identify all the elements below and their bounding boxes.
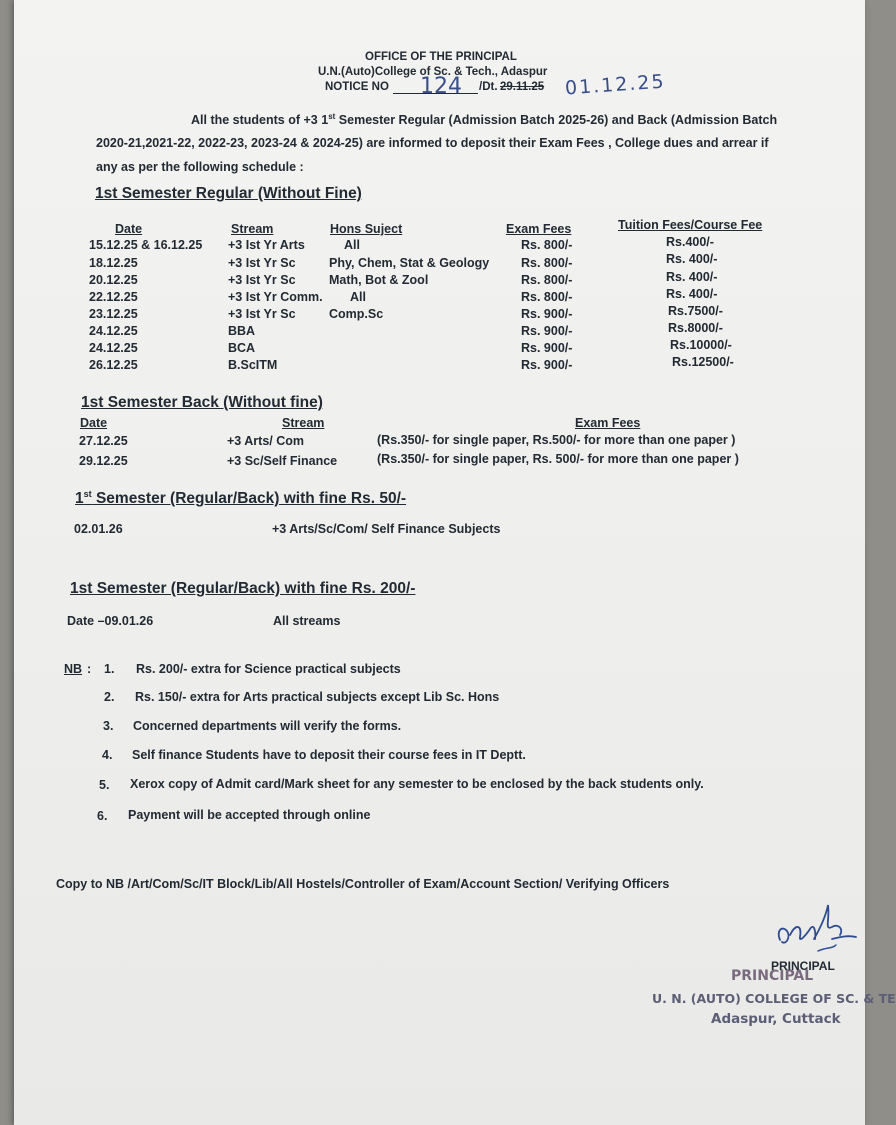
fine50-heading: 1st Semester (Regular/Back) with fine Rs. 50/-: [75, 489, 407, 508]
cell-hons: Math, Bot & Zool: [329, 273, 429, 287]
cell-exam-fee: Rs. 900/-: [521, 324, 573, 338]
cell-date: 15.12.25 & 16.12.25: [89, 238, 203, 252]
cell-exam-fee: Rs. 800/-: [521, 273, 573, 287]
fine200-date: Date –09.01.26: [67, 614, 154, 628]
date-struck: 29.11.25: [500, 81, 545, 93]
cell-tuition: Rs.7500/-: [668, 304, 723, 318]
nb-label: NB: [64, 662, 83, 676]
fine200-streams: All streams: [273, 614, 341, 628]
back-cell-stream: +3 Sc/Self Finance: [227, 454, 338, 468]
copy-to: Copy to NB /Art/Com/Sc/IT Block/Lib/All Hostels/Controller of Exam/Account Section/ Verifying Officers: [56, 877, 670, 891]
nb-item-number: 4.: [102, 748, 113, 762]
cell-stream: +3 Ist Yr Arts: [228, 238, 305, 252]
cell-date: 20.12.25: [89, 273, 138, 287]
nb-item-number: 1.: [104, 662, 115, 676]
stamp-college: U. N. (AUTO) COLLEGE OF SC. & TE: [652, 991, 896, 1006]
cell-tuition: Rs.8000/-: [668, 321, 723, 335]
cell-hons: All: [344, 238, 360, 252]
nb-item-text: Rs. 150/- extra for Arts practical subjects except Lib Sc. Hons: [135, 690, 500, 704]
nb-item-number: 2.: [104, 690, 115, 704]
nb-item-number: 6.: [97, 809, 108, 823]
back-cell-stream: +3 Arts/ Com: [227, 434, 304, 448]
cell-date: 18.12.25: [89, 256, 138, 270]
nb-item-text: Self finance Students have to deposit their course fees in IT Deptt.: [132, 748, 526, 762]
fine50-streams: +3 Arts/Sc/Com/ Self Finance Subjects: [272, 522, 501, 536]
cell-date: 24.12.25: [89, 341, 138, 355]
cell-stream: +3 Ist Yr Sc: [228, 273, 296, 287]
cell-tuition: Rs.400/-: [666, 235, 714, 249]
regular-heading: 1st Semester Regular (Without Fine): [95, 185, 362, 202]
col-hons: Hons Suject: [330, 222, 403, 236]
cell-tuition: Rs. 400/-: [666, 287, 718, 301]
notice-number-handwritten: 124: [420, 74, 462, 99]
cell-tuition: Rs. 400/-: [666, 252, 718, 266]
date-label: /Dt.: [479, 81, 498, 93]
nb-item-text: Rs. 200/- extra for Science practical subjects: [136, 662, 401, 676]
intro-line-1: All the students of +3 1st Semester Regular (Admission Batch 2025-26) and Back (Admission Batch: [191, 112, 778, 128]
cell-exam-fee: Rs. 900/-: [521, 358, 573, 372]
nb-item-text: Payment will be accepted through online: [128, 808, 371, 822]
cell-stream: +3 Ist Yr Comm.: [228, 290, 323, 304]
intro-line-2: 2020-21,2021-22, 2022-23, 2023-24 & 2024-25) are informed to deposit their Exam Fees , College dues and arrear if: [96, 136, 769, 150]
cell-stream: BBA: [228, 324, 256, 338]
back-heading: 1st Semester Back (Without fine): [81, 394, 323, 411]
cell-stream: +3 Ist Yr Sc: [228, 307, 296, 321]
nb-item-number: 3.: [103, 719, 114, 733]
back-col-date: Date: [80, 416, 108, 430]
stamp-place: Adaspur, Cuttack: [711, 1011, 841, 1027]
office-title: OFFICE OF THE PRINCIPAL: [365, 51, 517, 63]
back-cell-fees: (Rs.350/- for single paper, Rs. 500/- for more than one paper ): [377, 452, 739, 466]
nb-colon: :: [87, 662, 92, 676]
back-col-stream: Stream: [282, 416, 325, 430]
notice-number-label: NOTICE NO: [325, 81, 389, 93]
fine200-heading: 1st Semester (Regular/Back) with fine Rs. 200/-: [70, 580, 416, 597]
col-stream: Stream: [231, 222, 274, 236]
cell-date: 23.12.25: [89, 307, 138, 321]
cell-stream: BCA: [228, 341, 256, 355]
intro-line-3: any as per the following schedule :: [96, 160, 304, 174]
cell-hons: All: [350, 290, 366, 304]
cell-exam-fee: Rs. 800/-: [521, 238, 573, 252]
cell-date: 24.12.25: [89, 324, 138, 338]
cell-stream: +3 Ist Yr Sc: [228, 256, 296, 270]
cell-tuition: Rs. 400/-: [666, 270, 718, 284]
date-handwritten: 01.12.25: [564, 70, 667, 100]
college-name: U.N.(Auto)College of Sc. & Tech., Adaspur: [318, 66, 548, 78]
cell-exam-fee: Rs. 800/-: [521, 290, 573, 304]
cell-hons: Phy, Chem, Stat & Geology: [329, 256, 490, 270]
cell-exam-fee: Rs. 800/-: [521, 256, 573, 270]
principal-label: PRINCIPAL: [771, 959, 835, 973]
cell-date: 26.12.25: [89, 358, 138, 372]
back-col-exam-fees: Exam Fees: [575, 416, 641, 430]
nb-item-number: 5.: [99, 778, 110, 792]
back-cell-date: 29.12.25: [79, 454, 128, 468]
cell-exam-fee: Rs. 900/-: [521, 307, 573, 321]
fine50-date: 02.01.26: [74, 522, 123, 536]
stamp-title: PRINCIPAL: [731, 968, 814, 984]
cell-stream: B.ScITM: [228, 358, 278, 372]
cell-exam-fee: Rs. 900/-: [521, 341, 573, 355]
cell-tuition: Rs.10000/-: [670, 338, 732, 352]
nb-item-text: Xerox copy of Admit card/Mark sheet for any semester to be enclosed by the back students only.: [130, 777, 704, 791]
cell-hons: Comp.Sc: [329, 307, 384, 321]
col-tuition: Tuition Fees/Course Fee: [618, 218, 763, 232]
signature-scribble: [770, 895, 862, 957]
cell-date: 22.12.25: [89, 290, 138, 304]
col-date: Date: [115, 222, 143, 236]
cell-tuition: Rs.12500/-: [672, 355, 734, 369]
col-exam-fees: Exam Fees: [506, 222, 572, 236]
nb-item-text: Concerned departments will verify the forms.: [133, 719, 402, 733]
back-cell-date: 27.12.25: [79, 434, 128, 448]
back-cell-fees: (Rs.350/- for single paper, Rs.500/- for more than one paper ): [377, 433, 736, 447]
